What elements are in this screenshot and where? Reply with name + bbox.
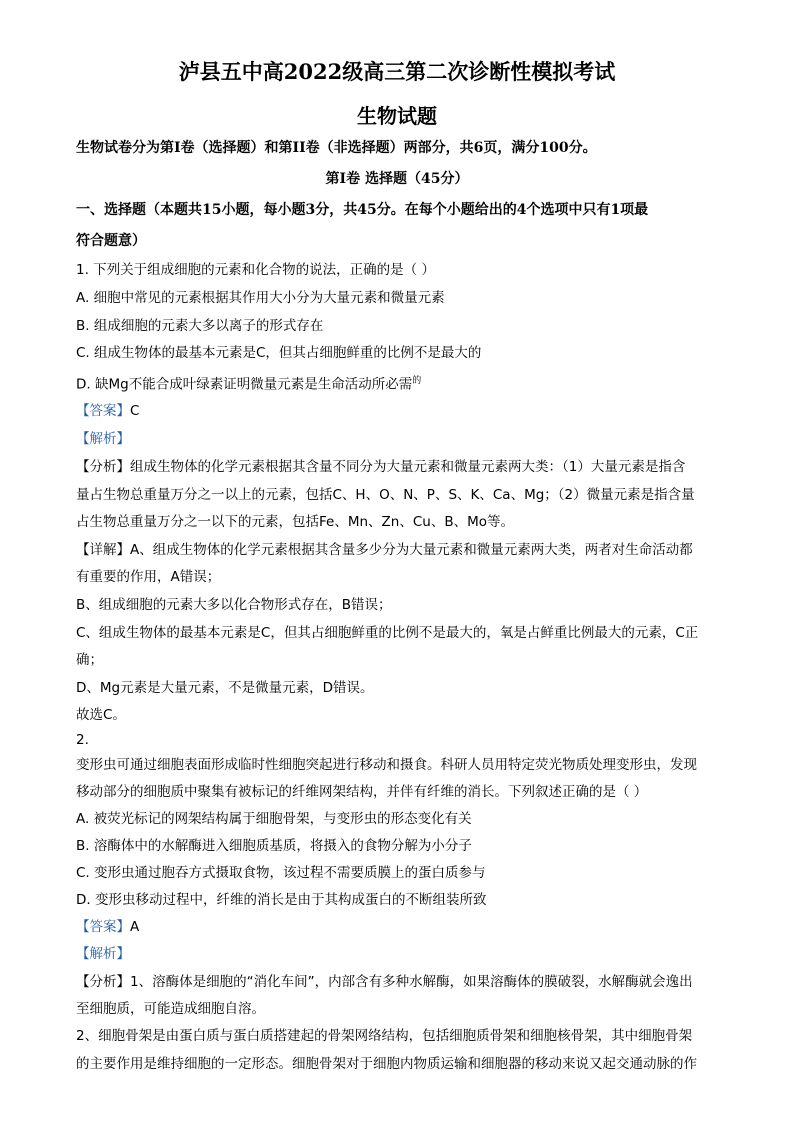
q2-answer-value: A bbox=[130, 919, 140, 935]
exam-intro: 生物试卷分为第I卷（选择题）和第II卷（非选择题）两部分，共6页，满分100分。 bbox=[76, 140, 597, 156]
q1-detail-line-5: 确； bbox=[76, 652, 103, 668]
q1-detail-line-1: 【详解】A、组成生物体的化学元素根据其含量多少分为大量元素和微量元素两大类，两者对生命活动都 bbox=[76, 542, 693, 558]
q1-answer-label: 【答案】 bbox=[76, 403, 130, 419]
q1-option-c: C. 组成生物体的最基本元素是C，但其占细胞鲜重的比例不是最大的 bbox=[76, 345, 482, 361]
q2-option-b: B. 溶酶体中的水解酶进入细胞质基质，将摄入的食物分解为小分子 bbox=[76, 838, 472, 854]
exam-title: 泸县五中高2022级高三第二次诊断性模拟考试 bbox=[178, 59, 616, 84]
q2-number: 2. bbox=[76, 732, 89, 748]
q1-detail-line-3: B、组成细胞的元素大多以化合物形式存在，B错误； bbox=[76, 597, 392, 613]
q1-stem: 1. 下列关于组成细胞的元素和化合物的说法，正确的是（ ） bbox=[76, 262, 435, 278]
q1-detail-line-2: 有重要的作用，A错误； bbox=[76, 569, 221, 585]
q2-answer-label: 【答案】 bbox=[76, 919, 130, 935]
q1-option-d-superscript: 的 bbox=[412, 376, 422, 386]
q2-fenxi-line-3: 2、细胞骨架是由蛋白质与蛋白质搭建起的骨架网络结构，包括细胞质骨架和细胞核骨架，其中细胞骨架 bbox=[76, 1028, 693, 1044]
q1-answer bbox=[76, 402, 721, 420]
section-title: 第I卷 选择题（45分） bbox=[325, 171, 469, 187]
q1-option-d bbox=[76, 372, 721, 394]
q1-fenxi-line-3: 占生物总重量万分之一以下的元素，包括Fe、Mn、Zn、Cu、B、Mo等。 bbox=[76, 514, 514, 530]
q1-option-b: B. 组成细胞的元素大多以离子的形式存在 bbox=[76, 318, 324, 334]
q2-fenxi-line-1: 【分析】1、溶酶体是细胞的“消化车间”，内部含有多种水解酶，如果溶酶体的膜破裂，水解酶就会逸出 bbox=[76, 974, 693, 990]
exam-subtitle: 生物试题 bbox=[357, 104, 437, 128]
q1-option-a: A. 细胞中常见的元素根据其作用大小分为大量元素和微量元素 bbox=[76, 290, 445, 306]
q1-detail-line-4: C、组成生物体的最基本元素是C，但其占细胞鲜重的比例不是最大的，氧是占鲜重比例最大的元素，C正 bbox=[76, 625, 699, 641]
q2-analysis-label: 【解析】 bbox=[76, 946, 130, 962]
q2-fenxi-line-2: 至细胞质，可能造成细胞自溶。 bbox=[76, 1001, 265, 1017]
q2-fenxi-line-4: 的主要作用是维持细胞的一定形态。细胞骨架对于细胞内物质运输和细胞器的移动来说又起交通动脉的作 bbox=[76, 1056, 697, 1072]
q2-option-a: A. 被荧光标记的网架结构属于细胞骨架，与变形虫的形态变化有关 bbox=[76, 811, 472, 827]
q2-option-c: C. 变形虫通过胞吞方式摄取食物，该过程不需要质膜上的蛋白质参与 bbox=[76, 865, 486, 881]
q1-analysis-label: 【解析】 bbox=[76, 431, 130, 447]
q1-fenxi-line-1: 【分析】组成生物体的化学元素根据其含量不同分为大量元素和微量元素两大类：（1）大量元素是指含 bbox=[76, 459, 686, 475]
section-instructions-line-2: 符合题意） bbox=[76, 233, 146, 249]
q2-answer bbox=[76, 918, 721, 936]
q2-stem-line-2: 移动部分的细胞质中聚集有被标记的纤维网架结构，并伴有纤维的消长。下列叙述正确的是（ ） bbox=[76, 784, 648, 800]
q2-stem-line-1: 变形虫可通过细胞表面形成临时性细胞突起进行移动和摄食。科研人员用特定荧光物质处理变形虫，发现 bbox=[76, 757, 697, 773]
q1-conclusion: 故选C。 bbox=[76, 707, 126, 723]
q2-option-d: D. 变形虫移动过程中，纤维的消长是由于其构成蛋白的不断组装所致 bbox=[76, 892, 487, 908]
q1-fenxi-line-2: 量占生物总重量万分之一以上的元素，包括C、H、O、N、P、S、K、Ca、Mg；（2）微量元素是指含量 bbox=[76, 487, 695, 503]
q1-answer-value: C bbox=[130, 403, 140, 419]
q1-option-d-text: D. 缺Mg不能合成叶绿素证明微量元素是生命活动所必需 bbox=[76, 376, 413, 393]
q1-detail-line-6: D、Mg元素是大量元素，不是微量元素，D错误。 bbox=[76, 680, 374, 696]
section-instructions-line-1: 一、选择题（本题共15小题，每小题3分，共45分。在每个小题给出的4个选项中只有1项最 bbox=[76, 202, 649, 218]
